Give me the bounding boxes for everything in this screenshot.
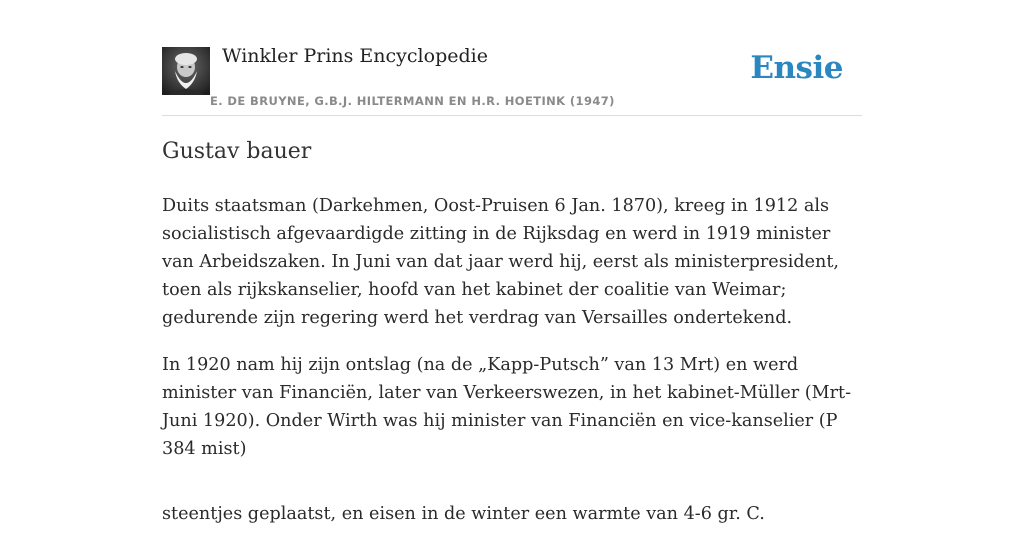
- brand-logo[interactable]: Ensie: [750, 50, 843, 86]
- entry-title: Gustav bauer: [162, 139, 312, 164]
- paragraph: Duits staatsman (Darkehmen, Oost-Pruisen 6 Jan. 1870), kreeg in 1912 als socialistisch afgevaardigde zitting in de Rijksdag en werd in 1919 minister van Arbeidszaken. In Juni van dat jaar werd hij, eerst als ministerpresident, toen als rijkskanselier, hoofd van het kabinet der coalitie van Weimar; gedurende zijn regering werd het verdrag van Versailles ondertekend.: [162, 196, 840, 328]
- paragraph: In 1920 nam hij zijn ontslag (na de „Kapp-Putsch” van 13 Mrt) en werd minister van Financiën, later van Verkeerswezen, in het kabinet-Müller (Mrt-Juni 1920). Onder Wirth was hij minister van Financiën en vice-kanselier (P 384 mist): [162, 355, 852, 459]
- author-portrait-icon[interactable]: [162, 47, 210, 95]
- source-title[interactable]: Winkler Prins Encyclopedie: [222, 45, 488, 67]
- source-authors: E. DE BRUYNE, G.B.J. HILTERMANN EN H.R. HOETINK (1947): [210, 94, 615, 108]
- portrait-graphic: [162, 47, 210, 95]
- paragraph: steentjes geplaatst, en eisen in de winter een warmte van 4-6 gr. C.: [162, 504, 765, 524]
- article-body: [162, 192, 862, 547]
- header-divider: [162, 115, 862, 116]
